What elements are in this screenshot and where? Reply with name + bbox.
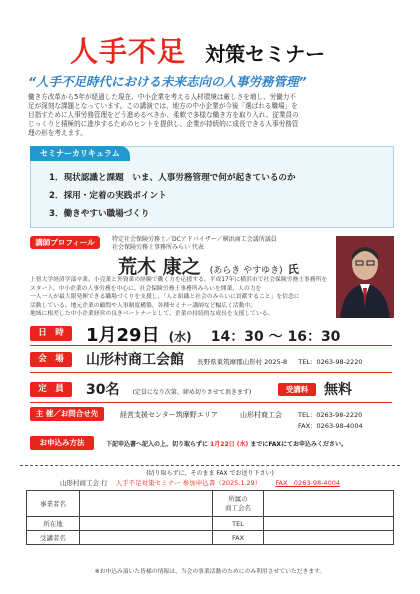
intro-line: 目指すために人事労務管理をどう進めるべきか、柔軟で多様な働き方を取り入れ、従業員の [28, 111, 299, 119]
title-black-part: 対策セミナー [205, 42, 326, 66]
field-affiliation[interactable] [264, 491, 394, 517]
label-fax: FAX [213, 531, 264, 545]
field-attendee[interactable] [80, 531, 213, 545]
intro-line: じっくりと積極的に進歩するためのヒントを提供し、企業が持続的に成長できる人事労務管 [28, 120, 299, 128]
speaker-kana: (あらき やすゆき) [209, 266, 283, 276]
venue-tel: TEL：0263-98-2220 [298, 358, 363, 366]
curriculum-item: 3．働きやすい職場づくり [49, 209, 150, 219]
venue-label: 会 場 [30, 352, 72, 367]
capacity-value: 30名 [86, 382, 120, 398]
intro-line: 足が深刻な課題となっています。この講演では、地方の中小企業が今後「選ばれる職場」を [28, 102, 298, 110]
label-tel: TEL [213, 517, 264, 531]
divider [30, 345, 392, 346]
subtitle: “人手不足時代における未来志向の人事労務管理” [28, 74, 307, 89]
cut-note: (切り取らずに、そのまま FAX でお送り下さい) [142, 470, 278, 477]
weekday: (水) [168, 330, 192, 344]
apply-label: お申込み方法 [30, 436, 94, 450]
time-range: 14：30 〜 16：30 [210, 329, 341, 345]
intro-paragraph [28, 93, 392, 138]
intro-line: 働き方改革から5年が経過した現在、中小企業を考える人材環境は厳しさを増し、労働力不 [28, 93, 296, 101]
form-footnote: ※お申込み頂いた皆様の情報は、当会の事業活動のためにのみ利用させていただきます。 [94, 569, 326, 575]
speaker-photo [336, 236, 394, 318]
capacity-row [86, 379, 251, 399]
organizer-label: 主 催／お問合せ先 [30, 407, 104, 421]
cut-note-wrap [0, 460, 420, 479]
speaker-name-row [118, 252, 299, 279]
form-header [60, 478, 340, 487]
curriculum-item: 1．現状認識と課題 いま、人事労務管理で何が起きているのか [49, 173, 296, 183]
field-address[interactable] [80, 517, 213, 531]
label-attendee: 受講者名 [27, 531, 80, 545]
capacity-note: (定員になり次第、締め切りさせて頂きます) [132, 389, 252, 396]
bio-line: 上智大学経済学部卒業。小売業と外資業の経験で働く方を応援する。平成17年に横浜市で社会保険労務士事務所を [30, 277, 328, 283]
form-to: 山形村商工会 行 [60, 479, 108, 487]
field-tel[interactable] [264, 517, 394, 531]
venue-name: 山形村商工会館 [86, 352, 184, 368]
application-form [26, 490, 394, 545]
fee-label: 受講料 [278, 383, 316, 396]
speaker-title-1: 特定社会保険労務士／DCアドバイザー／横浜商工会議所議員 [112, 236, 277, 243]
form-row [27, 517, 394, 531]
bio-line: 一人一人が最大限発揮できる職場づくりを支援し、「人と組織と社会のみらいに貢献すること」を信念に [30, 294, 300, 301]
form-row [27, 531, 394, 545]
organizer-name-2: 山形村商工会 [240, 411, 282, 419]
form-title: 人手不足対策セミナー 参加申込書（2025.1.29） [115, 479, 262, 487]
divider [30, 372, 392, 373]
fee-value: 無料 [324, 382, 352, 398]
label-address: 所在地 [27, 517, 80, 531]
speaker-name: 荒木 康之 [118, 256, 201, 278]
speaker-honorific: 氏 [287, 263, 299, 276]
bio-line: 活動している。地元企業の顧問や人事制度構築、各種セミナー講師など幅広く活動中。 [30, 302, 257, 309]
label-affiliation: 所属の 商工会名 [213, 491, 264, 517]
curriculum-box [30, 146, 394, 228]
date-label: 日 時 [30, 326, 72, 341]
venue-row [86, 349, 363, 369]
bio-line: スタート。中小企業の人事労務を中心に、社会保険労務士事務所みらいを開業、人の力を [30, 285, 262, 292]
page-title [70, 30, 370, 70]
organizer-tel: TEL：0263-98-2220 [298, 411, 363, 419]
apply-text-pre: 下記申込書へ記入の上、切り取らずに [106, 441, 209, 448]
date-value: 1月29日 [86, 325, 160, 346]
field-company[interactable] [80, 491, 213, 517]
venue-address: 長野県東筑摩郡山形村 2025-8 [197, 358, 288, 366]
curriculum-item: 2．採用・定着の実践ポイント [49, 191, 167, 201]
form-fax: FAX 0263-98-4004 [275, 479, 340, 487]
apply-text-post: までにFAXにてお申込みください。 [250, 441, 347, 448]
title-red-part: 人手不足 [70, 35, 187, 68]
organizer-name-1: 経営支援センター筑摩野エリア [120, 411, 218, 419]
organizer-fax: FAX：0263-98-4004 [298, 422, 363, 430]
bio-line: 地域に根差した中小企業経営の良きパートナーとして、企業の持続的な成長を支援している。 [30, 311, 274, 318]
apply-text [106, 439, 347, 448]
speaker-title-2: 社会保険労務士事務所みらい 代表 [112, 244, 204, 251]
speaker-bio [30, 276, 330, 319]
intro-line: 理の形を考えます。 [28, 129, 87, 137]
speaker-label: 講師プロフィール [30, 236, 100, 249]
curriculum-heading: セミナーカリキュラム [30, 146, 130, 161]
form-row [27, 491, 394, 517]
field-fax[interactable] [264, 531, 394, 545]
date-row [86, 321, 340, 347]
apply-deadline: 1月22日 (水) [210, 441, 249, 448]
divider [30, 402, 392, 403]
label-company: 事業者名 [27, 491, 80, 517]
capacity-label: 定 員 [30, 382, 72, 397]
